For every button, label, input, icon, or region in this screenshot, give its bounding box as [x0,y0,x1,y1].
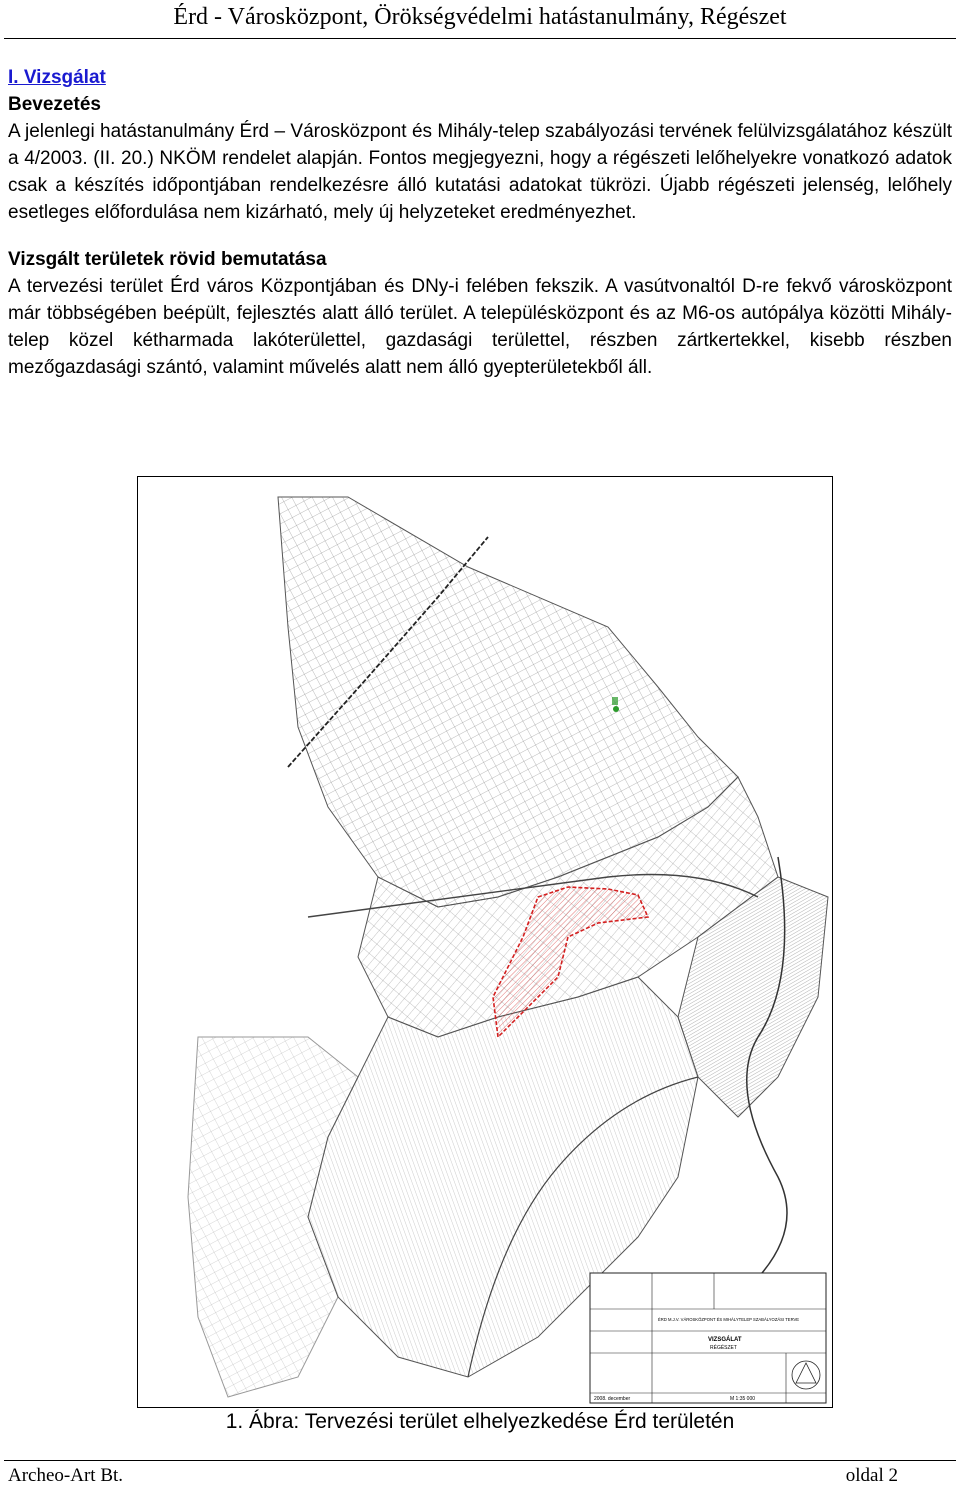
header-title: Érd - Városközpont, Örökségvédelmi hatástanulmány, Régészet [173,4,787,30]
body-content [8,64,952,381]
map-marker-box [612,697,618,705]
map-marker [613,706,619,712]
header-divider [4,38,956,39]
footer-divider [4,1460,956,1461]
title-block-date: 2008. december [594,1396,631,1402]
section-title: I. Vizsgálat [8,67,106,88]
footer-company: Archeo-Art Bt. [8,1465,124,1486]
page-number: oldal 2 [845,1465,898,1486]
title-block-scale: M 1:35 000 [730,1396,756,1402]
intro-paragraph: A jelenlegi hatástanulmány Érd – Városközpont és Mihály-telep szabályozási tervének felülvizsgálatához készült a 4/2003. (II. 20.) NKÖM rendelet alapján. Fontos megjegyezni, hogy a régészeti lelőhelyekre vonatkozó adatok csak a készítés időpontjában rendelkezésre álló kutatási adatokat tükrözi. Újabb régészeti jelenség, lelőhely esetleges előfordulása nem kizárható, mely új helyzeteket eredményezhet. [8,121,952,223]
figure-caption: 1. Ábra: Tervezési terület elhelyezkedése Érd területén [225,1410,735,1433]
map-figure [137,476,833,1408]
map-drawing [138,477,833,1408]
map-title-block [590,1273,826,1403]
title-block-subject: RÉGÉSZET [710,1345,737,1351]
intro-heading: Bevezetés [8,94,101,115]
title-block-sheet: VIZSGÁLAT [708,1337,742,1343]
areas-paragraph: A tervezési terület Érd város Központjában és DNy-i felében fekszik. A vasútvonaltól D-re fekvő városközpont már többségében beépült, fejlesztés alatt álló terület. A településközpont és az M6-os autópálya közötti Mihály-telep közel kétharmada lakóterülettel, gazdasági területtel, részben zártkertekkel, kisebb részben mezőgazdasági szántó, valamint művelés alatt nem álló gyepterületekből áll. [8,276,952,378]
areas-heading: Vizsgált területek rövid bemutatása [8,249,327,270]
page-header [0,0,960,40]
title-block-plan: ÉRD M.J.V. VÁROSKÖZPONT ÉS MIHÁLYTELEP SZABÁLYOZÁSI TERVE [658,1317,800,1322]
